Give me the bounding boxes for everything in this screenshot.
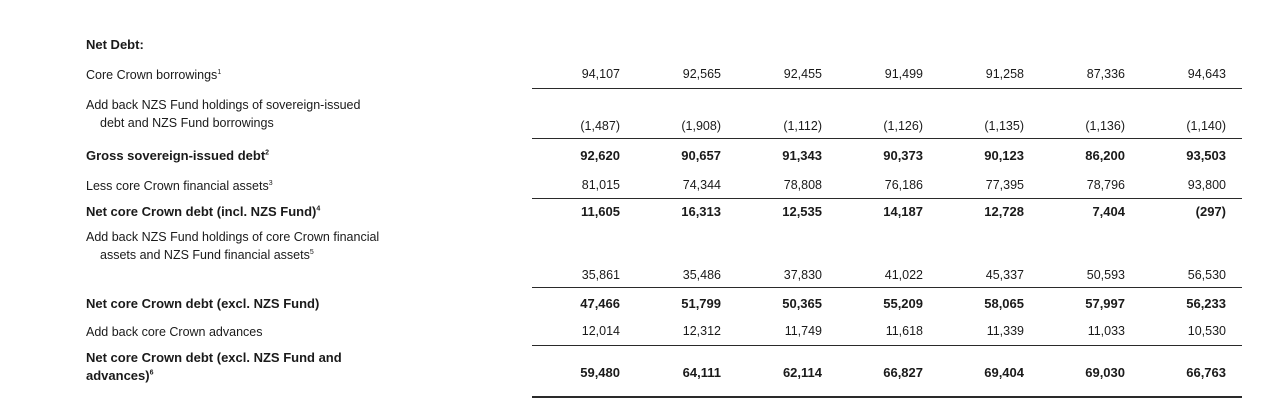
footnote-marker: 4 (316, 205, 321, 213)
value-cell: (297) (1195, 204, 1226, 219)
value-cell: (1,908) (681, 119, 721, 133)
value-cell: 11,618 (885, 324, 923, 338)
value-cell: 56,233 (1186, 296, 1226, 311)
row-label-line2 (86, 367, 342, 385)
row-label (86, 177, 273, 195)
value-cell: 50,365 (782, 296, 822, 311)
value-cell: 77,395 (985, 178, 1024, 192)
value-cell: 90,657 (681, 148, 721, 163)
value-cell: (1,135) (984, 119, 1024, 133)
value-cell: 10,530 (1187, 324, 1226, 338)
value-cell: 7,404 (1092, 204, 1125, 219)
row-divider (532, 345, 1242, 346)
row-label (86, 96, 360, 132)
value-cell: 12,728 (984, 204, 1024, 219)
row-label-line2 (86, 246, 379, 264)
value-cell: 94,107 (581, 67, 620, 81)
value-cell: 87,336 (1086, 67, 1125, 81)
value-cell: 12,014 (581, 324, 620, 338)
value-cell: (1,112) (783, 119, 822, 133)
value-cell: 55,209 (883, 296, 923, 311)
footnote-marker: 2 (265, 149, 270, 157)
value-cell: 14,187 (883, 204, 923, 219)
row-divider (532, 138, 1242, 139)
value-cell: 94,643 (1187, 67, 1226, 81)
value-cell: 62,114 (782, 365, 822, 380)
value-cell: 50,593 (1086, 268, 1125, 282)
row-label-text: Gross sovereign-issued debt (86, 148, 266, 163)
value-cell: 90,373 (883, 148, 923, 163)
value-cell: 76,186 (884, 178, 923, 192)
value-cell: 93,800 (1187, 178, 1226, 192)
value-cell: 86,200 (1085, 148, 1125, 163)
value-cell: 11,605 (580, 204, 620, 219)
value-cell: (1,140) (1186, 119, 1226, 133)
value-cell: 78,796 (1086, 178, 1125, 192)
value-cell: 92,565 (682, 67, 721, 81)
value-cell: (1,136) (1085, 119, 1125, 133)
row-label (86, 349, 342, 385)
value-cell: 12,312 (682, 324, 721, 338)
value-cell: 47,466 (580, 296, 620, 311)
row-label-text: Net core Crown debt (excl. NZS Fund and (86, 350, 342, 365)
row-divider (532, 287, 1242, 288)
value-cell: 74,344 (682, 178, 721, 192)
footnote-marker: 6 (149, 369, 154, 377)
row-label (86, 147, 269, 165)
value-cell: 81,015 (581, 178, 620, 192)
value-cell: 91,258 (985, 67, 1024, 81)
value-cell: 51,799 (681, 296, 721, 311)
row-label (86, 66, 221, 84)
value-cell: 66,827 (883, 365, 923, 380)
value-cell: 69,030 (1085, 365, 1125, 380)
value-cell: (1,126) (883, 119, 923, 133)
value-cell: 92,620 (580, 148, 620, 163)
value-cell: 56,530 (1187, 268, 1226, 282)
row-label-text: Add back core Crown advances (86, 325, 263, 339)
row-divider (532, 88, 1242, 89)
value-cell: 45,337 (985, 268, 1024, 282)
footnote-marker: 3 (268, 179, 273, 187)
row-label-text: debt and NZS Fund borrowings (100, 116, 274, 130)
value-cell: 78,808 (783, 178, 822, 192)
footnote-marker: 1 (217, 68, 222, 76)
value-cell: 35,486 (682, 268, 721, 282)
value-cell: 66,763 (1186, 365, 1226, 380)
row-label-text: assets and NZS Fund financial assets (100, 248, 310, 262)
row-label-text: advances) (86, 368, 150, 383)
value-cell: 64,111 (682, 365, 721, 380)
row-label (86, 203, 320, 221)
row-label (86, 323, 262, 341)
row-label (86, 295, 319, 313)
row-label-text: Core Crown borrowings (86, 68, 218, 82)
value-cell: 91,499 (884, 67, 923, 81)
value-cell: 41,022 (884, 268, 923, 282)
row-label-text: Add back NZS Fund holdings of core Crown financial (86, 230, 380, 244)
row-label-text: Net core Crown debt (incl. NZS Fund) (86, 204, 317, 219)
value-cell: 92,455 (783, 67, 822, 81)
table-bottom-rule (532, 396, 1242, 398)
value-cell: 12,535 (782, 204, 822, 219)
value-cell: 11,749 (784, 324, 822, 338)
value-cell: 57,997 (1085, 296, 1125, 311)
value-cell: 58,065 (984, 296, 1024, 311)
value-cell: 90,123 (984, 148, 1024, 163)
value-cell: 35,861 (581, 268, 620, 282)
footnote-marker: 5 (309, 248, 314, 256)
value-cell: 93,503 (1186, 148, 1226, 163)
value-cell: 11,339 (986, 324, 1024, 338)
row-label-text: Net core Crown debt (excl. NZS Fund) (86, 296, 320, 311)
row-label-text: Add back NZS Fund holdings of sovereign-issued (86, 98, 361, 112)
value-cell: 37,830 (783, 268, 822, 282)
value-cell: 11,033 (1087, 324, 1125, 338)
row-label-text: Less core Crown financial assets (86, 179, 269, 193)
row-divider (532, 198, 1242, 199)
value-cell: 59,480 (580, 365, 620, 380)
row-label (86, 228, 379, 264)
value-cell: 69,404 (984, 365, 1024, 380)
value-cell: 91,343 (782, 148, 822, 163)
value-cell: (1,487) (580, 119, 620, 133)
value-cell: 16,313 (681, 204, 721, 219)
table-heading: Net Debt: (86, 37, 144, 52)
